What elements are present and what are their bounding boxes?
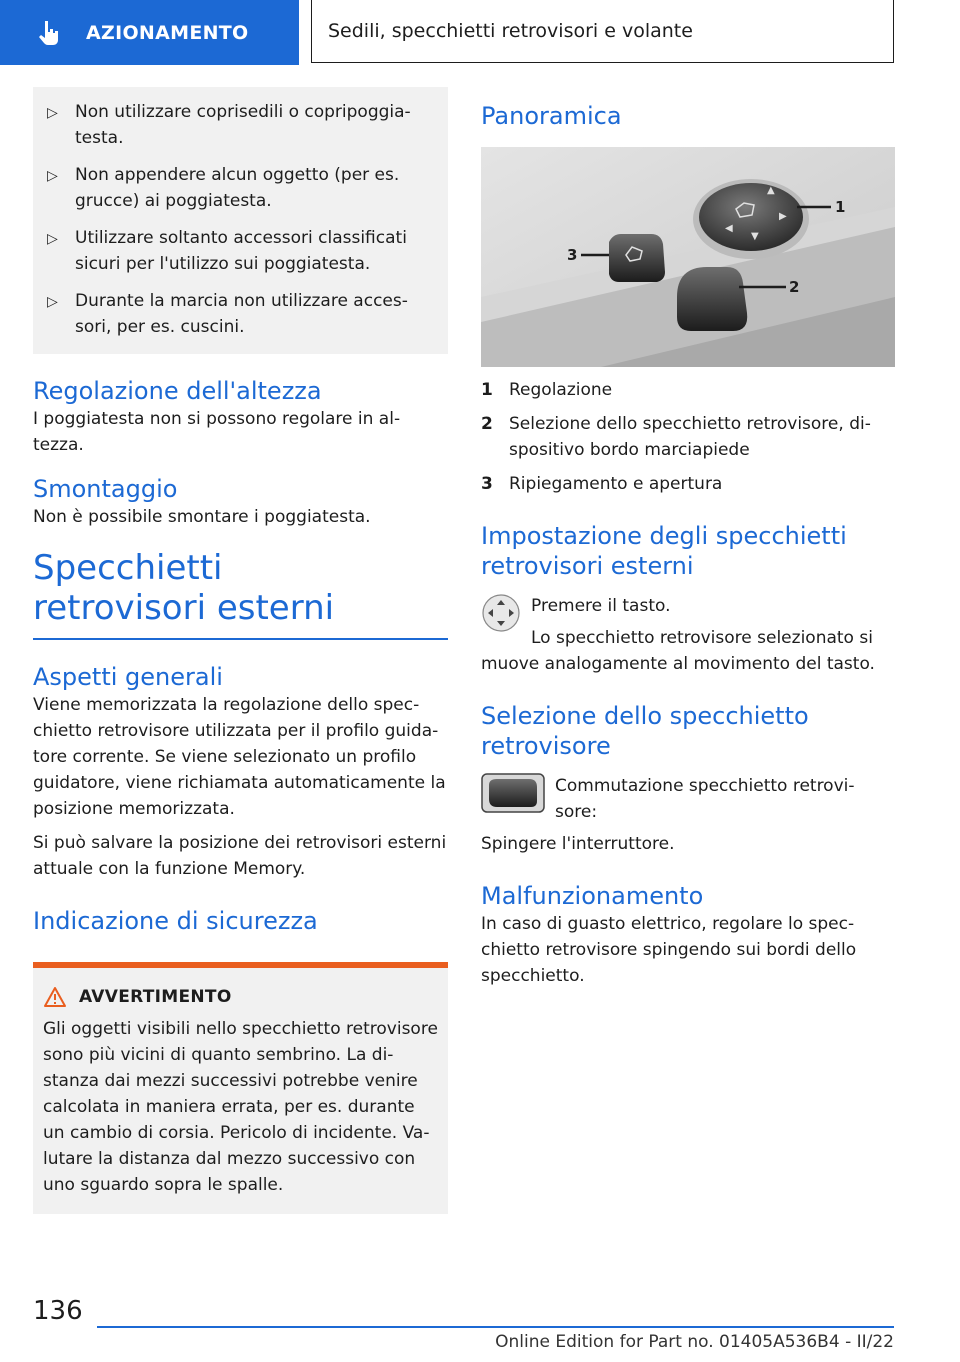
- right-column: [481, 87, 896, 989]
- malfunction-heading: Malfunzionamento: [481, 882, 704, 910]
- chapter-title: Sedili, specchietti retrovisori e volante: [311, 0, 894, 63]
- triangle-bullet-icon: ▷: [47, 294, 58, 310]
- general-heading: Aspetti generali: [33, 662, 223, 691]
- mirror-controls-photo: [481, 147, 895, 367]
- height-text: I poggiatesta non si possono regolare in al-tezza.: [33, 409, 401, 455]
- warning-label: AVVERTIMENTO: [79, 986, 232, 1007]
- callout-1: 1: [835, 198, 846, 216]
- mirror-selector-switch-icon: [481, 773, 545, 813]
- triangle-bullet-icon: ▷: [47, 105, 58, 121]
- bullet-box: [33, 87, 448, 354]
- heading-rule: [33, 638, 448, 640]
- triangle-bullet-icon: ▷: [47, 231, 58, 247]
- select-text-2: Spingere l'interruttore.: [481, 834, 675, 854]
- page-number: 136: [33, 1296, 83, 1326]
- warning-text: Gli oggetti visibili nello specchietto retrovisore sono più vicini di quanto sembrino. La di-stanza dai mezzi successivi potrebbe venire calcolata in maniera errata, per es. durante un cambio di corsia. Pericolo di incidente. Va-lutare la distanza dal mezzo successivo con uno sguardo sopra le spalle.: [43, 1018, 438, 1195]
- overview-heading: Panoramica: [481, 102, 622, 130]
- malfunction-text: In caso di guasto elettrico, regolare lo spec-chietto retrovisore spingendo sui bordi dello specchietto.: [481, 914, 857, 986]
- footer-rule: [97, 1326, 894, 1328]
- left-column: [33, 87, 448, 1214]
- safety-heading: Indicazione di sicurezza: [33, 906, 318, 935]
- general-text-1: Viene memorizzata la regolazione dello spec-chietto retrovisore utilizzata per il profilo guida-tore corrente. Se viene selezionato un profilo guidatore, viene richiamata automaticamente la posizione memorizzata.: [33, 694, 446, 819]
- mirrors-heading: Specchietti retrovisori esterni: [33, 548, 335, 628]
- svg-text:▲: ▲: [767, 185, 775, 196]
- warning-triangle-icon: [43, 986, 67, 1008]
- section-label: AZIONAMENTO: [86, 21, 249, 44]
- list-item: 1 Regolazione: [481, 380, 613, 400]
- section-tab: [0, 0, 299, 65]
- height-heading: Regolazione dell'altezza: [33, 377, 322, 405]
- legend-list: [481, 377, 896, 497]
- list-item: ▷ Utilizzare soltanto accessori classificati sicuri per l'utilizzo sui poggiatesta.: [47, 225, 434, 277]
- list-item: 3 Ripiegamento e apertura: [481, 474, 723, 494]
- setting-text-1: Premere il tasto.: [531, 596, 671, 616]
- warning-box: [33, 968, 448, 1214]
- general-text-2: Si può salvare la posizione dei retrovisori esterni attuale con la funzione Memory.: [33, 832, 447, 879]
- hand-pointer-icon: [34, 18, 64, 48]
- svg-text:▼: ▼: [751, 231, 759, 242]
- setting-heading: Impostazione degli specchietti retrovisori esterni: [481, 522, 847, 580]
- setting-text-2: Lo specchietto retrovisore selezionato si muove analogamente al movimento del tasto.: [481, 628, 875, 674]
- list-item: 2 Selezione dello specchietto retrovisore, di-spositivo bordo marciapiede: [481, 414, 871, 460]
- svg-text:◀: ◀: [725, 223, 733, 234]
- removal-text: Non è possibile smontare i poggiatesta.: [33, 507, 371, 527]
- select-heading: Selezione dello specchietto retrovisore: [481, 702, 809, 760]
- edition-text: Online Edition for Part no. 01405A536B4 - II/22: [495, 1332, 894, 1352]
- select-text-1: Commutazione specchietto retrovi-sore:: [555, 776, 855, 822]
- triangle-bullet-icon: ▷: [47, 168, 58, 184]
- callout-3: 3: [567, 246, 578, 264]
- mirror-adjust-button-icon: [481, 593, 521, 633]
- callout-2: 2: [789, 278, 800, 296]
- list-item: ▷ Non appendere alcun oggetto (per es. grucce) ai poggiatesta.: [47, 162, 434, 214]
- list-item: ▷ Non utilizzare coprisedili o copripoggia-testa.: [47, 99, 434, 151]
- list-item: ▷ Durante la marcia non utilizzare acces-sori, per es. cuscini.: [47, 288, 434, 340]
- removal-heading: Smontaggio: [33, 475, 178, 503]
- svg-text:▶: ▶: [779, 211, 787, 222]
